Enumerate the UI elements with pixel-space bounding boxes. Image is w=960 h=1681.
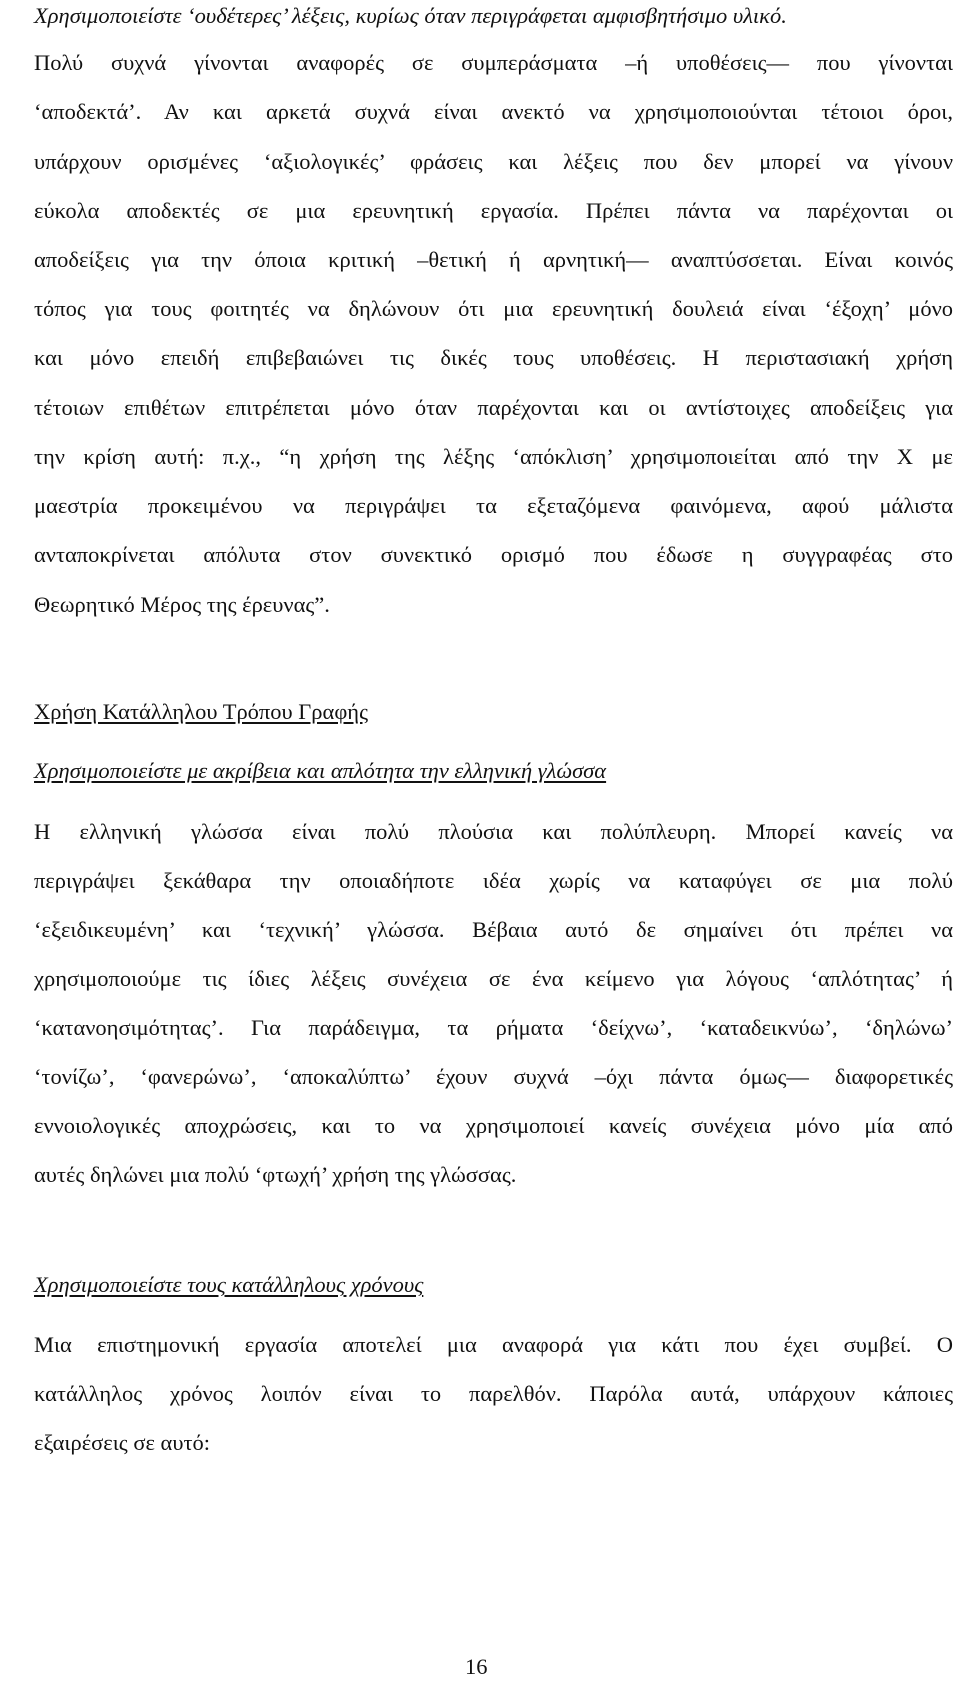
paragraph-line: χρησιμοποιούμε τις ίδιες λέξεις συνέχεια σε ένα κείμενο για λόγους ‘απλότητας’ ή — [34, 966, 953, 991]
paragraph-line: αποδείξεις για την όποια κριτική –θετική ή αρνητική— αναπτύσσεται. Είναι κοινός — [34, 247, 953, 272]
subsection-heading: Χρησιμοποιείστε τους κατάλληλους χρόνους — [34, 1272, 424, 1297]
paragraph-line: Η ελληνική γλώσσα είναι πολύ πλούσια και πολύπλευρη. Μπορεί κανείς να — [34, 819, 953, 844]
paragraph-line: ανταποκρίνεται απόλυτα στον συνεκτικό ορισμό που έδωσε η συγγραφέας στο — [34, 542, 953, 567]
subsection-heading: Χρησιμοποιείστε με ακρίβεια και απλότητα την ελληνική γλώσσα — [34, 758, 607, 783]
paragraph-line: υπάρχουν ορισμένες ‘αξιολογικές’ φράσεις και λέξεις που δεν μπορεί να γίνουν — [34, 149, 953, 174]
paragraph-line: ‘εξειδικευμένη’ και ‘τεχνική’ γλώσσα. Βέβαια αυτό δε σημαίνει ότι πρέπει να — [34, 917, 953, 942]
page-number: 16 — [465, 1654, 488, 1679]
paragraph-line: ‘κατανοησιμότητας’. Για παράδειγμα, τα ρήματα ‘δείχνω’, ‘καταδεικνύω’, ‘δηλώνω’ — [34, 1015, 953, 1040]
paragraph-line: τόπος για τους φοιτητές να δηλώνουν ότι μια ερευνητική δουλειά είναι ‘έξοχη’ μόνο — [34, 296, 953, 321]
paragraph-line: και μόνο επειδή επιβεβαιώνει τις δικές τους υποθέσεις. Η περιστασιακή χρήση — [34, 345, 953, 370]
paragraph-line-last: αυτές δηλώνει μια πολύ ‘φτωχή’ χρήση της γλώσσας. — [34, 1162, 517, 1187]
paragraph-line-last: Θεωρητικό Μέρος της έρευνας”. — [34, 592, 330, 617]
paragraph-line: εννοιολογικές αποχρώσεις, και το να χρησιμοποιεί κανείς συνέχεια μόνο μία από — [34, 1113, 953, 1138]
paragraph-line: Μια επιστημονική εργασία αποτελεί μια αναφορά για κάτι που έχει συμβεί. Ο — [34, 1332, 953, 1357]
intro-italic-heading: Χρησιμοποιείστε ‘ουδέτερες’ λέξεις, κυρίως όταν περιγράφεται αμφισβητήσιμο υλικό. — [34, 3, 787, 28]
paragraph-line-last: εξαιρέσεις σε αυτό: — [34, 1430, 211, 1455]
paragraph-line: ‘τονίζω’, ‘φανερώνω’, ‘αποκαλύπτω’ έχουν συχνά –όχι πάντα όμως— διαφορετικές — [34, 1064, 953, 1089]
paragraph-line: ‘αποδεκτά’. Αν και αρκετά συχνά είναι ανεκτό να χρησιμοποιούνται τέτοιοι όροι, — [34, 99, 953, 124]
section-title: Χρήση Κατάλληλου Τρόπου Γραφής — [34, 699, 368, 724]
paragraph-line: μαεστρία προκειμένου να περιγράψει τα εξεταζόμενα φαινόμενα, αφού μάλιστα — [34, 493, 953, 518]
paragraph-line: Πολύ συχνά γίνονται αναφορές σε συμπεράσματα –ή υποθέσεις— που γίνονται — [34, 50, 953, 75]
paragraph-line: περιγράψει ξεκάθαρα την οποιαδήποτε ιδέα χωρίς να καταφύγει σε μια πολύ — [34, 868, 953, 893]
paragraph-line: τέτοιων επιθέτων επιτρέπεται μόνο όταν παρέχονται και οι αντίστοιχες αποδείξεις για — [34, 395, 953, 420]
paragraph-line: την κρίση αυτή: π.χ., “η χρήση της λέξης ‘απόκλιση’ χρησιμοποιείται από την Χ με — [34, 444, 953, 469]
paragraph-line: εύκολα αποδεκτές σε μια ερευνητική εργασία. Πρέπει πάντα να παρέχονται οι — [34, 198, 953, 223]
paragraph-line: κατάλληλος χρόνος λοιπόν είναι το παρελθόν. Παρόλα αυτά, υπάρχουν κάποιες — [34, 1381, 953, 1406]
